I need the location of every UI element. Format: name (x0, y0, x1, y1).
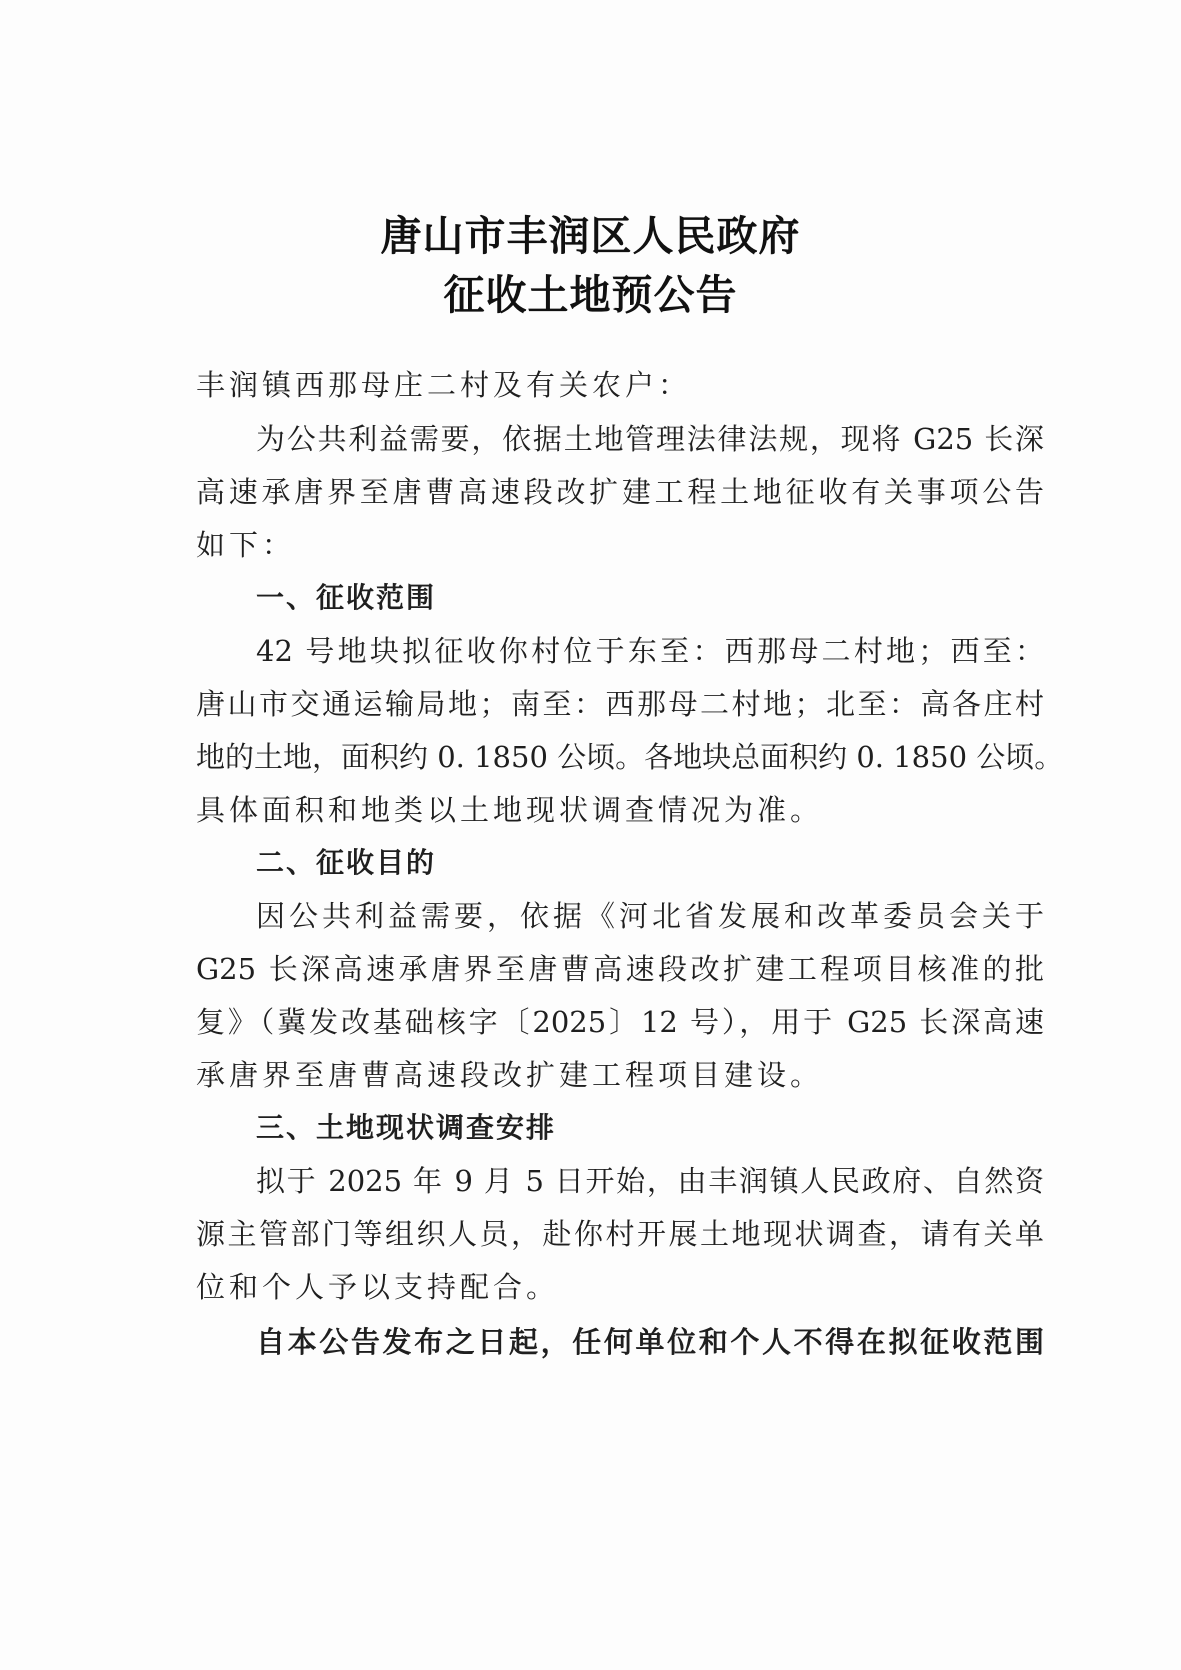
paragraph-line: 源主管部门等组织人员，赴你村开展土地现状调查，请有关单 (196, 1217, 1044, 1251)
paragraph-line: 因公共利益需要，依据《河北省发展和改革委员会关于 (256, 899, 1044, 933)
section-heading: 三、土地现状调查安排 (256, 1111, 557, 1144)
closing-line: 自本公告发布之日起，任何单位和个人不得在拟征收范围 (256, 1325, 1044, 1359)
paragraph-line: 复》（冀发改基础核字〔2025〕12 号），用于 G25 长深高速 (196, 1005, 1044, 1039)
document-title-line1: 唐山市丰润区人民政府 (380, 212, 801, 260)
section-heading: 二、征收目的 (256, 846, 437, 879)
paragraph-line: 42 号地块拟征收你村位于东至：西那母二村地；西至： (256, 634, 1044, 668)
addressee: 丰润镇西那母庄二村及有关农户： (196, 368, 692, 402)
paragraph-line: 如下： (196, 528, 296, 562)
paragraph-line: 位和个人予以支持配合。 (196, 1270, 560, 1304)
paragraph-line: 地的土地，面积约 0. 1850 公顷。各地块总面积约 0. 1850 公顷。 (196, 740, 1064, 774)
paragraph-line: 高速承唐界至唐曹高速段改扩建工程土地征收有关事项公告 (196, 475, 1044, 509)
paragraph-line: 唐山市交通运输局地；南至：西那母二村地；北至：高各庄村 (196, 687, 1044, 721)
paragraph-line: 拟于 2025 年 9 月 5 日开始，由丰润镇人民政府、自然资 (256, 1164, 1044, 1198)
paragraph-line: 具体面积和地类以土地现状调查情况为准。 (196, 793, 824, 827)
document-title-line2: 征收土地预公告 (443, 271, 738, 319)
section-heading: 一、征收范围 (256, 581, 437, 614)
paragraph-line: G25 长深高速承唐界至唐曹高速段改扩建工程项目核准的批 (196, 952, 1044, 986)
paragraph-line: 承唐界至唐曹高速段改扩建工程项目建设。 (196, 1058, 824, 1092)
paragraph-line: 为公共利益需要，依据土地管理法律法规，现将 G25 长深 (256, 422, 1044, 456)
